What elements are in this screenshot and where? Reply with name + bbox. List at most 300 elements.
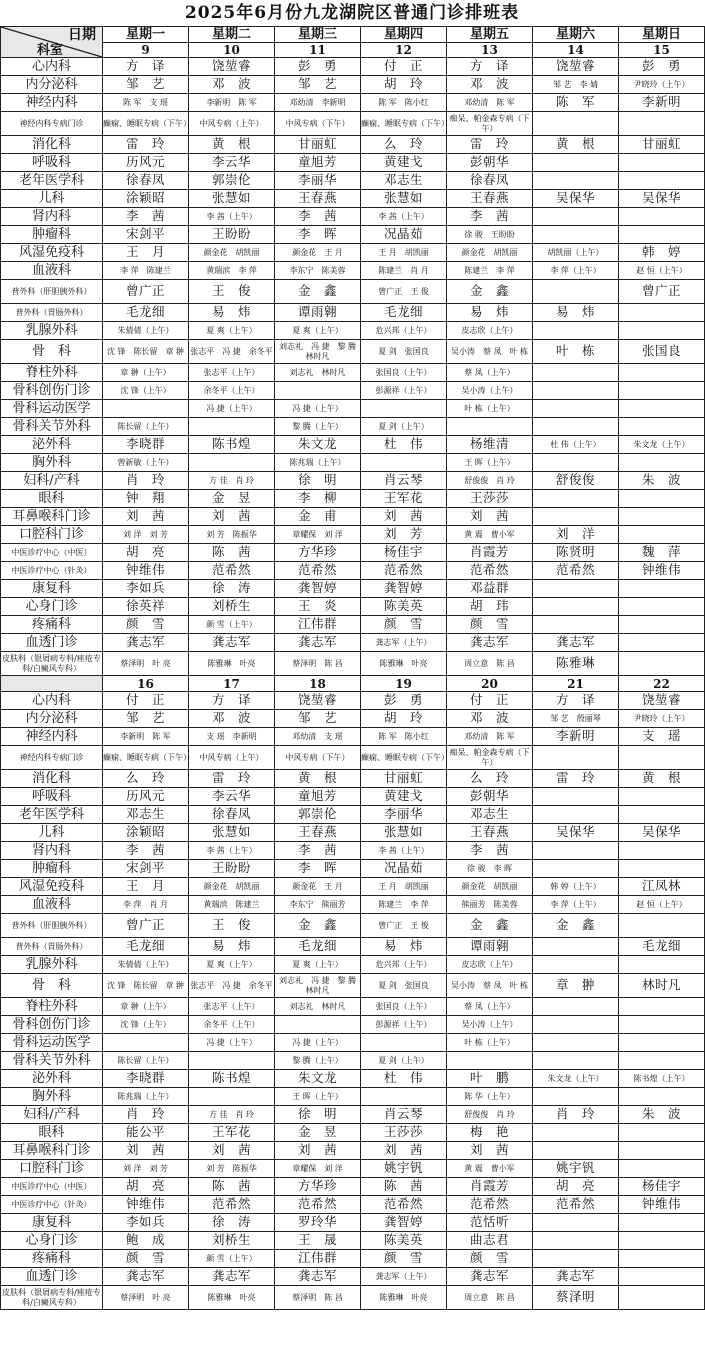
schedule-cell: 颜金花 王 月 bbox=[275, 878, 361, 896]
header-day bbox=[533, 27, 619, 58]
schedule-cell: 支 瑶 李新明 bbox=[189, 728, 275, 746]
schedule-cell bbox=[619, 1160, 705, 1178]
schedule-row bbox=[1, 454, 705, 472]
dept-name: 血透门诊 bbox=[1, 1268, 103, 1286]
schedule-cell: 饶堃睿 bbox=[533, 58, 619, 76]
dept-name: 血液科 bbox=[1, 896, 103, 914]
dept-name: 神经内科专病门诊 bbox=[1, 746, 103, 770]
header-day bbox=[103, 27, 189, 58]
schedule-cell: 张慧如 bbox=[361, 824, 447, 842]
schedule-cell: 毛龙细 bbox=[103, 938, 189, 956]
schedule-cell: 邹 艺 bbox=[103, 710, 189, 728]
schedule-cell: 颜 雪 bbox=[447, 1250, 533, 1268]
schedule-cell: 李 晖 bbox=[275, 226, 361, 244]
schedule-cell bbox=[619, 172, 705, 190]
schedule-cell: 吴保华 bbox=[533, 190, 619, 208]
schedule-cell: 颜金花 胡凯丽 bbox=[189, 878, 275, 896]
schedule-cell: 王 晟 bbox=[275, 1232, 361, 1250]
schedule-row bbox=[1, 956, 705, 974]
schedule-cell: 叶 栋 bbox=[533, 340, 619, 364]
dept-name: 呼吸科 bbox=[1, 154, 103, 172]
schedule-cell: 么 玲 bbox=[447, 770, 533, 788]
schedule-row bbox=[1, 154, 705, 172]
schedule-cell: 童旭芳 bbox=[275, 154, 361, 172]
schedule-cell: 刘 芳 陈振华 bbox=[189, 1160, 275, 1178]
schedule-cell: 涂颖昭 bbox=[103, 824, 189, 842]
schedule-cell bbox=[189, 1088, 275, 1106]
schedule-row bbox=[1, 634, 705, 652]
schedule-cell: 颜 雪（上午） bbox=[189, 616, 275, 634]
schedule-cell: 刘志礼 冯 捷 黎 腾 林时凡 bbox=[275, 340, 361, 364]
schedule-cell: 刘 茜 bbox=[103, 1142, 189, 1160]
schedule-cell: 吴保华 bbox=[533, 824, 619, 842]
schedule-cell: 夏 爽（上午） bbox=[275, 322, 361, 340]
schedule-cell: 舒俊俊 bbox=[533, 472, 619, 490]
schedule-cell: 朱 波 bbox=[619, 472, 705, 490]
schedule-cell: 刘 洋 bbox=[533, 526, 619, 544]
schedule-cell: 邓志生 bbox=[447, 806, 533, 824]
dept-name: 脊柱外科 bbox=[1, 998, 103, 1016]
weekday-label: 星期四 bbox=[361, 27, 446, 43]
schedule-cell: 钟维伟 bbox=[619, 1196, 705, 1214]
dept-name: 口腔科门诊 bbox=[1, 526, 103, 544]
schedule-cell: 范希然 bbox=[533, 1196, 619, 1214]
schedule-cell: 李新明 bbox=[619, 94, 705, 112]
schedule-cell: 徐春凤 bbox=[189, 806, 275, 824]
schedule-cell bbox=[533, 746, 619, 770]
schedule-row bbox=[1, 860, 705, 878]
schedule-cell: 徐 明 bbox=[275, 1106, 361, 1124]
schedule-cell bbox=[619, 508, 705, 526]
schedule-cell: 颜金花 胡凯丽 bbox=[447, 878, 533, 896]
schedule-cell: 龚智婷 bbox=[275, 580, 361, 598]
schedule-cell: 沈 锋 陈长留 章 翀 bbox=[103, 340, 189, 364]
schedule-cell: 陈 华（上午） bbox=[447, 1088, 533, 1106]
schedule-table bbox=[0, 26, 705, 1310]
schedule-cell: 易 炜 bbox=[447, 304, 533, 322]
schedule-cell: 邓益群 bbox=[447, 580, 533, 598]
schedule-cell: 李 茜 bbox=[447, 208, 533, 226]
schedule-cell: 吴小涛（上午） bbox=[447, 1016, 533, 1034]
schedule-cell: 黄建戈 bbox=[361, 788, 447, 806]
schedule-cell: 龚志军 bbox=[275, 634, 361, 652]
dept-name: 耳鼻喉科门诊 bbox=[1, 508, 103, 526]
schedule-cell: 李 萍（上午） bbox=[533, 262, 619, 280]
schedule-cell: 王 晖（上午） bbox=[275, 1088, 361, 1106]
schedule-cell: 肖 玲 bbox=[103, 1106, 189, 1124]
schedule-cell: 徐春凤 bbox=[447, 172, 533, 190]
schedule-cell: 王 俊 bbox=[189, 280, 275, 304]
schedule-cell: 易 炜 bbox=[189, 938, 275, 956]
schedule-cell: 王 月 胡凯丽 bbox=[361, 878, 447, 896]
schedule-cell: 刘志礼 林时凡 bbox=[275, 364, 361, 382]
schedule-cell: 支 瑶 bbox=[619, 728, 705, 746]
header-day bbox=[361, 27, 447, 58]
schedule-cell: 肖霞芳 bbox=[447, 1178, 533, 1196]
schedule-cell bbox=[533, 1124, 619, 1142]
dept-name: 康复科 bbox=[1, 580, 103, 598]
schedule-row bbox=[1, 1232, 705, 1250]
dept-name: 老年医学科 bbox=[1, 806, 103, 824]
schedule-cell bbox=[533, 280, 619, 304]
date-label: 9 bbox=[141, 43, 150, 57]
schedule-cell: 李新明 bbox=[533, 728, 619, 746]
schedule-cell: 罗玲华 bbox=[275, 1214, 361, 1232]
schedule-cell: 徐 骏 李 晖 bbox=[447, 860, 533, 878]
schedule-cell: 张慧如 bbox=[189, 190, 275, 208]
schedule-cell bbox=[533, 1142, 619, 1160]
schedule-cell: 癫痫、睡眠专病（下午） bbox=[103, 112, 189, 136]
schedule-cell: 钟维伟 bbox=[103, 562, 189, 580]
schedule-cell: 癫痫、睡眠专病（下午） bbox=[103, 746, 189, 770]
schedule-cell: 黄瑞滨 李 萍 bbox=[189, 262, 275, 280]
schedule-cell: 李丽华 bbox=[275, 172, 361, 190]
schedule-cell: 陈雅琳 叶亮 bbox=[361, 1286, 447, 1310]
schedule-cell: 范希然 bbox=[533, 562, 619, 580]
schedule-cell: 梅 艳 bbox=[447, 1124, 533, 1142]
schedule-cell: 张志平（上午） bbox=[189, 998, 275, 1016]
schedule-cell: 能公平 bbox=[103, 1124, 189, 1142]
schedule-cell: 邓志生 bbox=[103, 806, 189, 824]
schedule-cell: 胡 亮 bbox=[533, 1178, 619, 1196]
schedule-cell: 龚志军 bbox=[189, 634, 275, 652]
schedule-cell: 章 翀（上午） bbox=[103, 998, 189, 1016]
schedule-cell: 陈建兰 肖 月 bbox=[361, 262, 447, 280]
schedule-row bbox=[1, 544, 705, 562]
schedule-cell: 韩 婷 bbox=[619, 244, 705, 262]
schedule-cell: 宋剑平 bbox=[103, 860, 189, 878]
schedule-cell: 李 茜 bbox=[447, 842, 533, 860]
schedule-row bbox=[1, 1142, 705, 1160]
schedule-cell: 王莎莎 bbox=[447, 490, 533, 508]
schedule-cell bbox=[619, 860, 705, 878]
schedule-row bbox=[1, 974, 705, 998]
schedule-cell: 邓 波 bbox=[189, 76, 275, 94]
dept-name: 乳腺外科 bbox=[1, 322, 103, 340]
schedule-cell: 王莎莎 bbox=[361, 1124, 447, 1142]
schedule-cell: 刘 茜 bbox=[275, 1142, 361, 1160]
schedule-cell bbox=[619, 746, 705, 770]
schedule-cell: 范希然 bbox=[275, 562, 361, 580]
schedule-cell: 李如兵 bbox=[103, 580, 189, 598]
schedule-cell: 吴保华 bbox=[619, 824, 705, 842]
schedule-cell: 李新明 陈 军 bbox=[103, 728, 189, 746]
header-corner-cell bbox=[1, 27, 103, 58]
schedule-cell bbox=[103, 1034, 189, 1052]
schedule-cell: 付 正 bbox=[361, 58, 447, 76]
dept-name: 老年医学科 bbox=[1, 172, 103, 190]
schedule-cell: 肖霞芳 bbox=[447, 544, 533, 562]
schedule-cell: 皮志欣（上午） bbox=[447, 956, 533, 974]
schedule-cell: 沈 锋（上午） bbox=[103, 382, 189, 400]
dept-name: 脊柱外科 bbox=[1, 364, 103, 382]
schedule-cell: 龚志军 bbox=[103, 1268, 189, 1286]
schedule-cell: 邹 艺 bbox=[103, 76, 189, 94]
weekday-label: 星期三 bbox=[275, 27, 360, 43]
schedule-row bbox=[1, 76, 705, 94]
schedule-cell: 方 译 bbox=[189, 692, 275, 710]
schedule-cell bbox=[533, 806, 619, 824]
schedule-cell: 余冬平（上午） bbox=[189, 1016, 275, 1034]
schedule-cell: 方 译 bbox=[447, 58, 533, 76]
schedule-cell bbox=[447, 418, 533, 436]
dept-name: 神经内科 bbox=[1, 94, 103, 112]
schedule-row bbox=[1, 692, 705, 710]
schedule-cell: 张志平 冯 捷 余冬平 bbox=[189, 974, 275, 998]
schedule-row bbox=[1, 508, 705, 526]
schedule-cell: 易 炜 bbox=[533, 304, 619, 322]
schedule-row bbox=[1, 746, 705, 770]
schedule-cell: 陈 军 支 瑶 bbox=[103, 94, 189, 112]
schedule-cell: 陈雅琳 bbox=[533, 652, 619, 676]
schedule-cell: 夏 剑（上午） bbox=[361, 1052, 447, 1070]
schedule-cell bbox=[619, 998, 705, 1016]
schedule-cell: 颜 雪 bbox=[103, 1250, 189, 1268]
schedule-row bbox=[1, 1268, 705, 1286]
dept-name: 普外科（胃肠外科） bbox=[1, 938, 103, 956]
schedule-cell: 陈书煌 bbox=[189, 1070, 275, 1088]
schedule-cell: 朱倩倩（上午） bbox=[103, 956, 189, 974]
schedule-cell: 龚智婷 bbox=[361, 1214, 447, 1232]
schedule-cell: 章 翀 bbox=[533, 974, 619, 998]
schedule-cell: 赵 恒（上午） bbox=[619, 262, 705, 280]
schedule-cell: 夏 剑 张国良 bbox=[361, 974, 447, 998]
date-label: 13 bbox=[481, 43, 498, 57]
schedule-cell: 刘志礼 冯 捷 黎 腾 林时凡 bbox=[275, 974, 361, 998]
schedule-cell: 陈 军 bbox=[533, 94, 619, 112]
schedule-cell: 蔡泽明 陈 昌 bbox=[275, 652, 361, 676]
schedule-cell: 李晓群 bbox=[103, 1070, 189, 1088]
schedule-cell: 王军花 bbox=[189, 1124, 275, 1142]
dept-name: 泌外科 bbox=[1, 436, 103, 454]
schedule-cell: 蔡泽明 陈 昌 bbox=[275, 1286, 361, 1310]
schedule-cell: 李 萍 肖 月 bbox=[103, 896, 189, 914]
schedule-cell: 龚志军 bbox=[189, 1268, 275, 1286]
dept-name: 儿科 bbox=[1, 190, 103, 208]
schedule-cell: 危兴邦（上午） bbox=[361, 956, 447, 974]
schedule-cell: 周立意 陈 昌 bbox=[447, 1286, 533, 1310]
schedule-cell: 李 茜 bbox=[103, 842, 189, 860]
schedule-cell bbox=[533, 208, 619, 226]
schedule-cell: 痴呆、帕金森专病（下午） bbox=[447, 112, 533, 136]
schedule-cell bbox=[619, 1034, 705, 1052]
schedule-cell: 李 茜（上午） bbox=[361, 208, 447, 226]
header-dept-label: 科室 bbox=[37, 43, 64, 58]
schedule-cell: 胡 亮 bbox=[103, 544, 189, 562]
schedule-cell: 蔡泽明 bbox=[533, 1286, 619, 1310]
schedule-cell: 范希然 bbox=[189, 562, 275, 580]
schedule-cell: 甘丽虹 bbox=[361, 770, 447, 788]
schedule-cell bbox=[619, 1016, 705, 1034]
dept-name: 心身门诊 bbox=[1, 1232, 103, 1250]
schedule-cell: 刘 茜 bbox=[447, 1142, 533, 1160]
schedule-cell: 舒俊俊 肖 玲 bbox=[447, 1106, 533, 1124]
schedule-cell: 吴小涛 蔡 凤 叶 栋 bbox=[447, 340, 533, 364]
schedule-cell bbox=[533, 598, 619, 616]
schedule-cell: 肖 玲 bbox=[533, 1106, 619, 1124]
schedule-cell: 徐春凤 bbox=[103, 172, 189, 190]
dept-name: 消化科 bbox=[1, 770, 103, 788]
schedule-row bbox=[1, 1250, 705, 1268]
schedule-cell: 陈建兰 李 萍 bbox=[361, 896, 447, 914]
schedule-cell bbox=[619, 842, 705, 860]
schedule-row bbox=[1, 364, 705, 382]
dept-name: 呼吸科 bbox=[1, 788, 103, 806]
date-label: 18 bbox=[275, 676, 361, 692]
date-label: 15 bbox=[653, 43, 670, 57]
schedule-row bbox=[1, 770, 705, 788]
schedule-cell: 易 炜 bbox=[189, 304, 275, 322]
schedule-cell: 刘 茜 bbox=[103, 508, 189, 526]
schedule-cell: 李 晖 bbox=[275, 860, 361, 878]
schedule-cell: 李 茜 bbox=[103, 208, 189, 226]
dept-name: 乳腺外科 bbox=[1, 956, 103, 974]
schedule-cell: 龚志军 bbox=[447, 634, 533, 652]
schedule-cell bbox=[619, 304, 705, 322]
schedule-cell bbox=[619, 154, 705, 172]
schedule-cell: 杨佳宇 bbox=[361, 544, 447, 562]
schedule-cell: 吴小涛 蔡 凤 叶 栋 bbox=[447, 974, 533, 998]
dept-name: 内分泌科 bbox=[1, 76, 103, 94]
schedule-cell: 中风专病（上午） bbox=[189, 746, 275, 770]
schedule-cell: 陈 茜 bbox=[361, 1178, 447, 1196]
schedule-cell bbox=[533, 616, 619, 634]
schedule-cell: 龚志军（上午） bbox=[361, 1268, 447, 1286]
dept-name: 胸外科 bbox=[1, 1088, 103, 1106]
schedule-cell bbox=[533, 1232, 619, 1250]
date-label: 19 bbox=[361, 676, 447, 692]
schedule-cell: 徐英祥 bbox=[103, 598, 189, 616]
schedule-cell: 李 茜（上午） bbox=[361, 842, 447, 860]
schedule-cell bbox=[619, 652, 705, 676]
schedule-cell: 雷 玲 bbox=[447, 136, 533, 154]
schedule-cell: 黎 腾（上午） bbox=[275, 1052, 361, 1070]
schedule-row bbox=[1, 710, 705, 728]
schedule-row bbox=[1, 1214, 705, 1232]
schedule-cell: 杜 伟 bbox=[361, 436, 447, 454]
schedule-row bbox=[1, 652, 705, 676]
schedule-cell: 曾广正 王 俊 bbox=[361, 914, 447, 938]
dept-name: 普外科（肝胆胰外科） bbox=[1, 280, 103, 304]
schedule-cell: 王春燕 bbox=[275, 824, 361, 842]
schedule-cell: 范希然 bbox=[189, 1196, 275, 1214]
schedule-cell: 李丽华 bbox=[361, 806, 447, 824]
dept-name: 骨科关节外科 bbox=[1, 418, 103, 436]
date-label: 10 bbox=[223, 43, 240, 57]
schedule-cell: 曾广正 bbox=[103, 280, 189, 304]
schedule-row bbox=[1, 914, 705, 938]
schedule-cell: 张志平 冯 捷 余冬平 bbox=[189, 340, 275, 364]
schedule-cell: 章耀保 刘 洋 bbox=[275, 1160, 361, 1178]
schedule-cell: 龚智婷 bbox=[361, 580, 447, 598]
schedule-cell bbox=[619, 418, 705, 436]
schedule-row bbox=[1, 616, 705, 634]
schedule-cell: 余冬平（上午） bbox=[189, 382, 275, 400]
schedule-cell: 刘 洋 刘 芳 bbox=[103, 1160, 189, 1178]
schedule-cell bbox=[447, 1052, 533, 1070]
weekday-label: 星期二 bbox=[189, 27, 274, 43]
schedule-cell: 颜 雪 bbox=[361, 1250, 447, 1268]
schedule-cell: 毛龙细 bbox=[275, 938, 361, 956]
schedule-row bbox=[1, 938, 705, 956]
schedule-cell: 钟维伟 bbox=[619, 562, 705, 580]
schedule-cell: 黄 根 bbox=[275, 770, 361, 788]
schedule-cell: 舒俊俊 肖 玲 bbox=[447, 472, 533, 490]
schedule-cell: 龚志军（上午） bbox=[361, 634, 447, 652]
schedule-cell: 李 茜（上午） bbox=[189, 842, 275, 860]
dept-name: 泌外科 bbox=[1, 1070, 103, 1088]
schedule-row bbox=[1, 94, 705, 112]
schedule-cell: 曲志君 bbox=[447, 1232, 533, 1250]
dept-name: 骨科关节外科 bbox=[1, 1052, 103, 1070]
schedule-cell: 金 鑫 bbox=[275, 280, 361, 304]
schedule-cell: 王 月 bbox=[103, 878, 189, 896]
schedule-cell bbox=[533, 1034, 619, 1052]
schedule-cell bbox=[533, 1016, 619, 1034]
schedule-cell bbox=[361, 400, 447, 418]
schedule-cell bbox=[619, 1268, 705, 1286]
schedule-cell bbox=[619, 1088, 705, 1106]
schedule-row bbox=[1, 136, 705, 154]
schedule-cell: 陈兆瑞（上午） bbox=[275, 454, 361, 472]
schedule-cell bbox=[533, 226, 619, 244]
schedule-cell: 徐 骏 王盼盼 bbox=[447, 226, 533, 244]
schedule-cell: 张国良 bbox=[619, 340, 705, 364]
schedule-cell: 陈雅琳 叶亮 bbox=[189, 1286, 275, 1310]
schedule-cell: 蔡 凤（上午） bbox=[447, 364, 533, 382]
schedule-cell bbox=[619, 400, 705, 418]
schedule-cell bbox=[533, 322, 619, 340]
schedule-cell bbox=[619, 208, 705, 226]
schedule-cell: 范恬听 bbox=[447, 1214, 533, 1232]
dept-name: 普外科（胃肠外科） bbox=[1, 304, 103, 322]
schedule-cell bbox=[619, 226, 705, 244]
dept-name: 骨 科 bbox=[1, 974, 103, 998]
schedule-cell: 夏 剑 张国良 bbox=[361, 340, 447, 364]
schedule-cell: 刘 茜 bbox=[361, 508, 447, 526]
schedule-cell bbox=[533, 788, 619, 806]
schedule-cell bbox=[619, 1214, 705, 1232]
dept-name: 疼痛科 bbox=[1, 1250, 103, 1268]
schedule-cell bbox=[533, 956, 619, 974]
schedule-cell: 颜 雪 bbox=[361, 616, 447, 634]
schedule-row bbox=[1, 244, 705, 262]
schedule-cell: 张国良（上午） bbox=[361, 364, 447, 382]
schedule-cell: 陈 军 陈小红 bbox=[361, 94, 447, 112]
schedule-cell: 姚宇钒 bbox=[533, 1160, 619, 1178]
schedule-cell: 范希然 bbox=[361, 1196, 447, 1214]
schedule-cell bbox=[619, 112, 705, 136]
schedule-cell: 邹 艺 bbox=[275, 710, 361, 728]
schedule-cell: 徐 明 bbox=[275, 472, 361, 490]
dept-name: 血液科 bbox=[1, 262, 103, 280]
schedule-row bbox=[1, 208, 705, 226]
schedule-cell: 邹 艺 李 婧 bbox=[533, 76, 619, 94]
schedule-cell: 沈 锋（上午） bbox=[103, 1016, 189, 1034]
schedule-row bbox=[1, 418, 705, 436]
schedule-cell bbox=[619, 598, 705, 616]
schedule-row bbox=[1, 842, 705, 860]
dept-name: 内分泌科 bbox=[1, 710, 103, 728]
schedule-cell: 朱文龙（上午） bbox=[533, 1070, 619, 1088]
page-title: 2025年6月份九龙湖院区普通门诊排班表 bbox=[184, 3, 520, 23]
dept-name: 风湿免疫科 bbox=[1, 878, 103, 896]
schedule-row bbox=[1, 340, 705, 364]
dept-name: 肾内科 bbox=[1, 842, 103, 860]
schedule-cell: 况晶茹 bbox=[361, 226, 447, 244]
schedule-cell bbox=[619, 1142, 705, 1160]
schedule-cell: 尹晓玲（上午） bbox=[619, 710, 705, 728]
